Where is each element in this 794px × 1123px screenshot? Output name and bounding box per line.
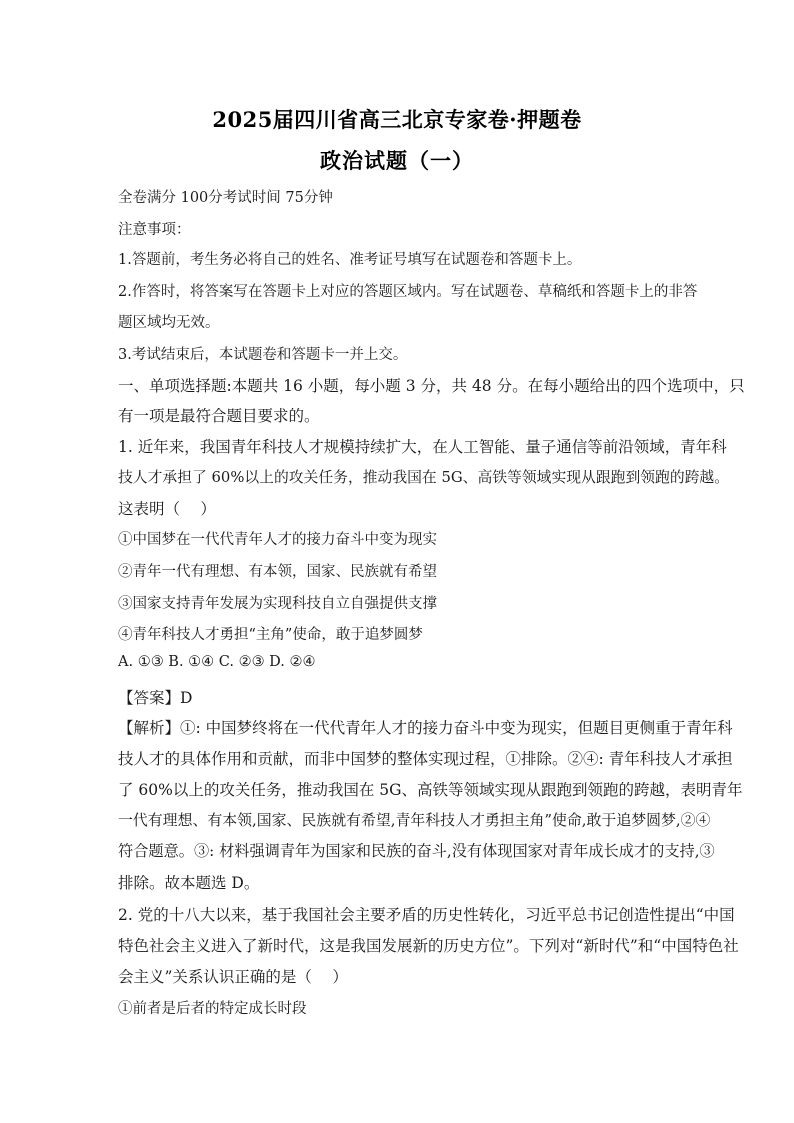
notice-item-1: 1.答题前，考生务必将自己的姓名、准考证号填写在试题卷和答题卡上。 [118, 252, 582, 268]
notice-item-2-line-1: 2.作答时，将答案写在答题卡上对应的答题区域内。写在试题卷、草稿纸和答题卡上的非答 [118, 284, 698, 300]
notice-item-2-line-2: 题区域均无效。 [118, 315, 220, 331]
q2-stem-line-2: 特色社会主义进入了新时代，这是我国发展新的历史方位”。下列对“新时代”和“中国特色社 [118, 937, 739, 955]
q1-analysis-line-3: 了 60%以上的攻关任务，推动我国在 5G、高铁等领域实现从跟跑到领跑的跨越，表明青年 [118, 781, 743, 799]
q1-analysis-line-6: 排除。故本题选 D。 [118, 874, 260, 892]
q1-stem-line-1: 1. 近年来，我国青年科技人才规模持续扩大，在人工智能、量子通信等前沿领域，青年科 [118, 438, 727, 456]
q1-option-1: ①中国梦在一代代青年人才的接力奋斗中变为现实 [118, 532, 437, 548]
q1-option-4: ④青年科技人才勇担“主角”使命，敢于追梦圆梦 [118, 627, 423, 643]
q1-analysis-line-1: 【解析】①: 中国梦终将在一代代青年人才的接力奋斗中变为现实，但题目更侧重于青年科 [118, 719, 733, 737]
q1-analysis-line-4: 一代有理想、有本领,国家、民族就有希望,青年科技人才勇担主角”使命,敢于追梦圆梦,②④ [118, 811, 711, 829]
exam-title: 2025届四川省高三北京专家卷·押题卷 [212, 107, 582, 132]
section-heading-line-2: 有一项是最符合题目要求的。 [118, 407, 320, 425]
score-time-info: 全卷满分 100分考试时间 75分钟 [118, 190, 333, 206]
q1-stem-line-3: 这表明（ ） [118, 500, 216, 518]
section-heading-line-1: 一、单项选择题:本题共 16 小题，每小题 3 分，共 48 分。在每小题给出的四个选项中，只 [118, 377, 745, 395]
q2-stem-line-1: 2. 党的十八大以来，基于我国社会主要矛盾的历史性转化，习近平总书记创造性提出“中国 [118, 906, 735, 924]
q1-stem-line-2: 技人才承担了 60%以上的攻关任务，推动我国在 5G、高铁等领域实现从跟跑到领跑的跨越。 [118, 469, 730, 486]
q1-analysis-line-5: 符合题意。③: 材料强调青年为国家和民族的奋斗,没有体现国家对青年成长成才的支持,③ [118, 842, 715, 860]
q1-option-3: ③国家支持青年发展为实现科技自立自强提供支撑 [118, 596, 437, 612]
q2-stem-line-3: 会主义”关系认识正确的是（ ） [118, 968, 348, 986]
exam-subtitle: 政治试题（一） [320, 148, 474, 173]
q1-option-2: ②青年一代有理想、有本领，国家、民族就有希望 [118, 564, 437, 580]
q1-analysis-line-2: 技人才的具体作用和贡献，而非中国梦的整体实现过程，①排除。②④: 青年科技人才承担 [118, 750, 733, 768]
notice-item-3: 3.考试结束后，本试题卷和答题卡一并上交。 [118, 347, 408, 363]
q1-answer: 【答案】D [118, 689, 193, 707]
q2-option-1: ①前者是后者的特定成长时段 [118, 1001, 307, 1017]
notice-heading: 注意事项： [118, 222, 191, 238]
q1-choices: A. ①③ B. ①④ C. ②③ D. ②④ [118, 654, 316, 670]
